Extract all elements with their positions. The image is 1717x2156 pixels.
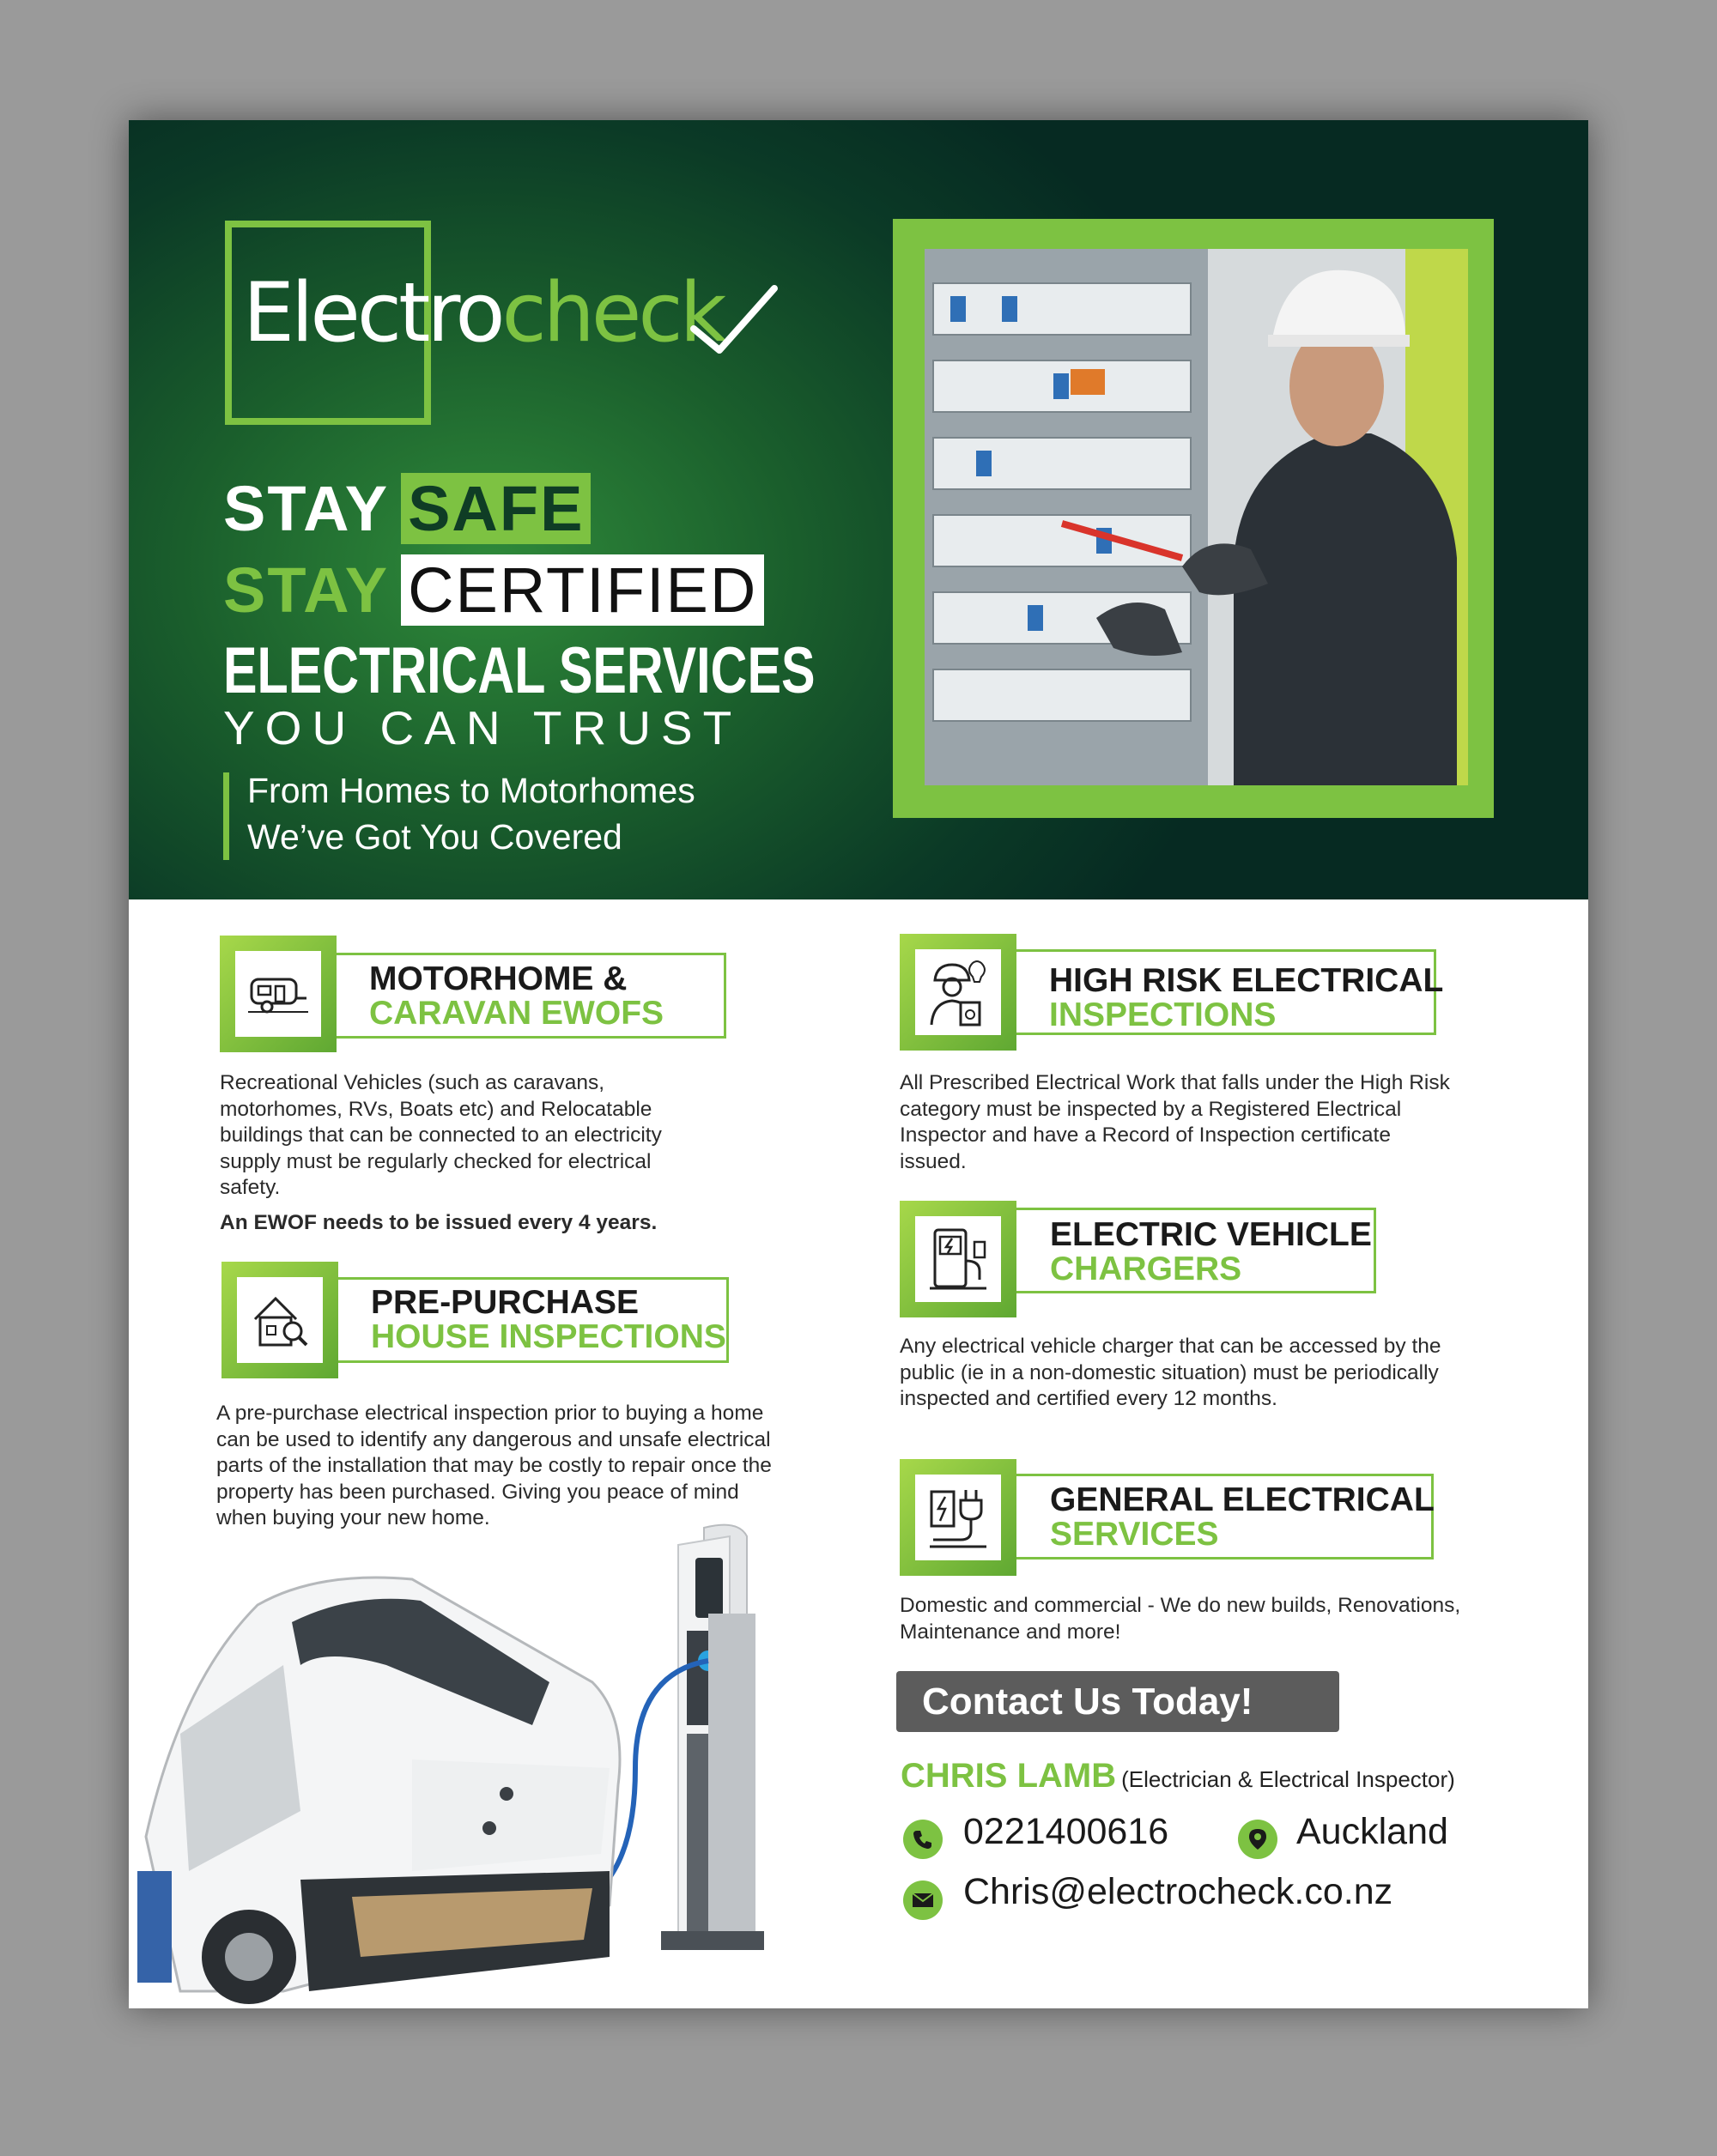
service-body: Domestic and commercial - We do new builds, Renovations, Maintenance and more! bbox=[900, 1594, 1461, 1644]
house-inspection-icon bbox=[250, 1290, 310, 1350]
flyer bbox=[129, 120, 1588, 2008]
logo-text-green: check bbox=[501, 266, 724, 360]
service-title bbox=[1050, 1218, 1372, 1287]
headline-stay: STAY bbox=[223, 473, 390, 544]
service-icon-box bbox=[900, 1201, 1016, 1317]
electric-bus bbox=[137, 1578, 620, 2004]
contact-role: (Electrician & Electrical Inspector) bbox=[1121, 1766, 1455, 1792]
headline-trust: YOU CAN TRUST bbox=[223, 701, 743, 754]
electrician-photo-frame bbox=[893, 219, 1494, 818]
hero-banner bbox=[129, 120, 1588, 899]
service-body: Any electrical vehicle charger that can be accessed by the public (ie in a non-domestic situation) must be periodically inspected and certified every 12 months. bbox=[900, 1335, 1441, 1410]
headline-stay-2: STAY bbox=[223, 554, 390, 626]
tagline-line-2: We’ve Got You Covered bbox=[247, 817, 622, 857]
headline-electrical-services: ELECTRICAL SERVICES bbox=[223, 634, 816, 707]
service-title bbox=[371, 1286, 726, 1354]
service-title-line-1: HIGH RISK ELECTRICAL bbox=[1049, 962, 1444, 999]
headline-safe: SAFE bbox=[401, 473, 591, 544]
service-body: All Prescribed Electrical Work that falls under the High Risk category must be inspected by a Registered Electrical Inspector and have a Record of Inspection certificate issued. bbox=[900, 1071, 1450, 1173]
service-icon-box bbox=[220, 936, 337, 1052]
service-note: An EWOF needs to be issued every 4 years. bbox=[220, 1210, 658, 1234]
bus-charger-illustration bbox=[129, 1511, 987, 2008]
logo-text-white: Electro bbox=[243, 266, 502, 360]
service-description bbox=[220, 1070, 709, 1236]
service-title-line-2: CARAVAN EWOFS bbox=[369, 995, 664, 1032]
service-title-line-1: MOTORHOME & bbox=[369, 960, 628, 997]
service-icon-box bbox=[221, 1262, 338, 1378]
headline-certified: CERTIFIED bbox=[401, 554, 764, 626]
ev-charger-icon bbox=[928, 1226, 988, 1292]
location-pin-icon bbox=[1238, 1820, 1277, 1859]
service-body: Recreational Vehicles (such as caravans, motorhomes, RVs, Boats etc) and Relocatable buildings that can be connected to an electricity supply must be regularly checked for electrical safety. bbox=[220, 1071, 662, 1199]
service-title-line-1: GENERAL ELECTRICAL bbox=[1050, 1481, 1435, 1518]
tagline-bar bbox=[223, 772, 229, 860]
contact-email[interactable]: Chris@electrocheck.co.nz bbox=[963, 1871, 1393, 1912]
electrician-icon bbox=[926, 958, 990, 1027]
contact-name: CHRIS LAMB bbox=[901, 1757, 1117, 1795]
service-description bbox=[900, 1070, 1458, 1175]
service-title-line-2: INSPECTIONS bbox=[1049, 996, 1277, 1033]
service-title bbox=[1049, 964, 1443, 1033]
service-icon-box bbox=[900, 934, 1016, 1051]
contact-phone[interactable]: 0221400616 bbox=[963, 1811, 1169, 1852]
service-title bbox=[369, 962, 664, 1031]
service-title-line-2: HOUSE INSPECTIONS bbox=[371, 1318, 726, 1355]
service-title-line-1: PRE-PURCHASE bbox=[371, 1284, 640, 1321]
caravan-icon bbox=[248, 972, 308, 1015]
service-description bbox=[900, 1593, 1483, 1645]
headline-stay-safe bbox=[223, 472, 591, 545]
service-title-line-2: SERVICES bbox=[1050, 1516, 1219, 1553]
logo bbox=[243, 266, 724, 360]
electrician-photo bbox=[925, 249, 1468, 785]
tagline-line-1: From Homes to Motorhomes bbox=[247, 771, 695, 810]
checkmark-icon bbox=[687, 282, 781, 359]
contact-location: Auckland bbox=[1296, 1811, 1448, 1852]
service-body: A pre-purchase electrical inspection prior to buying a home can be used to identify any dangerous and unsafe electrical parts of the installation that may be costly to repair once the property has been purchased. Giving you peace of mind when buying your new home. bbox=[216, 1402, 772, 1529]
service-title bbox=[1050, 1483, 1435, 1552]
headline-stay-certified bbox=[223, 554, 764, 627]
service-description bbox=[900, 1334, 1483, 1413]
service-title-line-1: ELECTRIC VEHICLE bbox=[1050, 1216, 1372, 1253]
service-title-line-2: CHARGERS bbox=[1050, 1251, 1242, 1287]
contact-us-button[interactable]: Contact Us Today! bbox=[896, 1671, 1339, 1732]
